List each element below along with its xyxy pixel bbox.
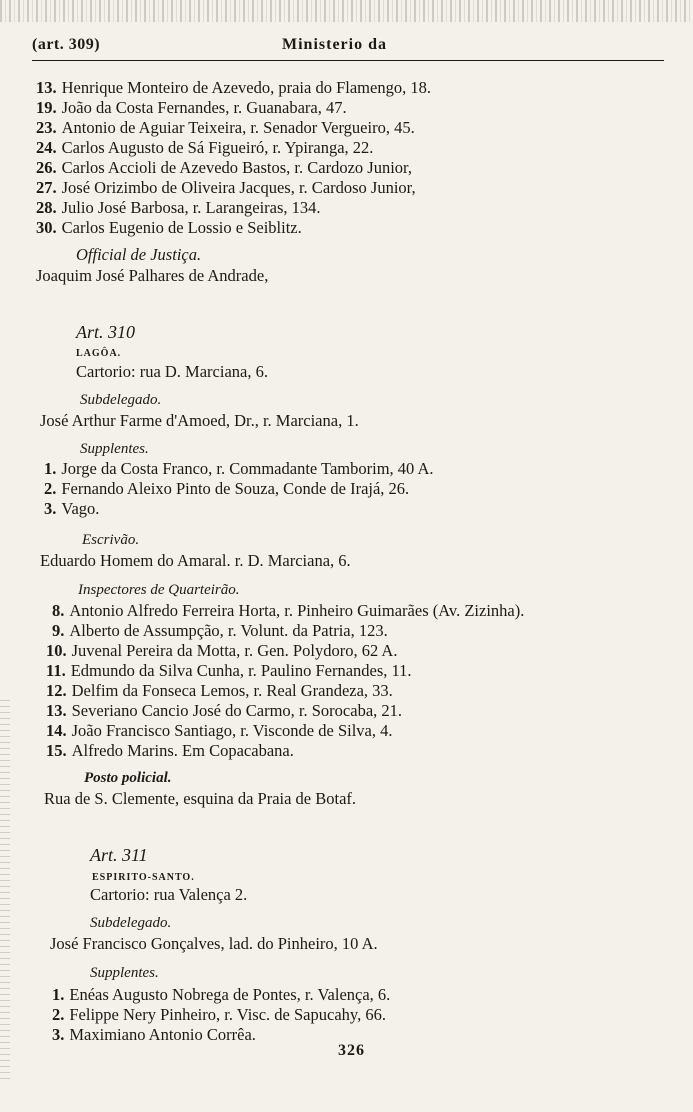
list-item: 2. Felippe Nery Pinheiro, r. Visc. de Sapucahy, 66.: [52, 1005, 386, 1024]
list-item: 9. Alberto de Assumpção, r. Volunt. da Patria, 123.: [52, 621, 388, 640]
list-item: 13. Henrique Monteiro de Azevedo, praia do Flamengo, 18.: [36, 78, 431, 97]
article-311-cartorio: Cartorio: rua Valença 2.: [90, 885, 248, 904]
list-item: 24. Carlos Augusto de Sá Figueiró, r. Ypiranga, 22.: [36, 138, 374, 157]
article-311-subdelegado: José Francisco Gonçalves, lad. do Pinheiro, 10 A.: [50, 934, 378, 953]
article-311-subdelegado-heading: Subdelegado.: [90, 915, 172, 931]
article-310-escrivao-heading: Escrivão.: [82, 532, 140, 548]
article-311-supplentes-heading: Supplentes.: [90, 965, 159, 981]
article-310-cartorio: Cartorio: rua D. Marciana, 6.: [76, 362, 268, 381]
list-item: 2. Fernando Aleixo Pinto de Souza, Conde de Irajá, 26.: [44, 479, 410, 498]
list-item: 28. Julio José Barbosa, r. Larangeiras, 134.: [36, 198, 321, 217]
scan-noise-top: [0, 0, 693, 22]
list-item: 8. Antonio Alfredo Ferreira Horta, r. Pinheiro Guimarães (Av. Zizinha).: [52, 601, 525, 620]
list-item: 15. Alfredo Marins. Em Copacabana.: [46, 741, 294, 760]
article-310-place: LAGÔA.: [76, 348, 122, 359]
list-item: 13. Severiano Cancio José do Carmo, r. Sorocaba, 21.: [46, 701, 403, 720]
official-name: Joaquim José Palhares de Andrade,: [36, 266, 269, 285]
header-rule: [32, 60, 664, 61]
article-310-inspectores-heading: Inspectores de Quarteirão.: [78, 582, 240, 598]
article-310-posto: Rua de S. Clemente, esquina da Praia de Botaf.: [44, 789, 357, 808]
list-item: 1. Jorge da Costa Franco, r. Commadante Tamborim, 40 A.: [44, 459, 434, 478]
article-310-label: Art. 310: [76, 322, 136, 342]
running-header-article: (art. 309): [32, 36, 101, 53]
list-item: 12. Delfim da Fonseca Lemos, r. Real Grandeza, 33.: [46, 681, 393, 700]
official-heading: Official de Justiça.: [76, 245, 202, 264]
list-item: 3. Vago.: [44, 499, 100, 518]
list-item: 27. José Orizimbo de Oliveira Jacques, r. Cardoso Junior,: [36, 178, 416, 197]
list-item: 11. Edmundo da Silva Cunha, r. Paulino Fernandes, 11.: [46, 661, 412, 680]
list-item: 30. Carlos Eugenio de Lossio e Seiblitz.: [36, 218, 302, 237]
list-item: 10. Juvenal Pereira da Motta, r. Gen. Polydoro, 62 A.: [46, 641, 398, 660]
article-310-subdelegado: José Arthur Farme d'Amoed, Dr., r. Marciana, 1.: [40, 411, 359, 430]
article-310-subdelegado-heading: Subdelegado.: [80, 392, 162, 408]
list-item: 3. Maximiano Antonio Corrêa.: [52, 1025, 256, 1044]
list-item: 26. Carlos Accioli de Azevedo Bastos, r. Cardozo Junior,: [36, 158, 412, 177]
article-310-supplentes-heading: Supplentes.: [80, 441, 149, 457]
list-item: 19. João da Costa Fernandes, r. Guanabara, 47.: [36, 98, 347, 117]
scan-noise-left: [0, 700, 10, 1080]
list-item: 23. Antonio de Aguiar Teixeira, r. Senador Vergueiro, 45.: [36, 118, 415, 137]
list-item: 14. João Francisco Santiago, r. Visconde de Silva, 4.: [46, 721, 393, 740]
article-310-escrivao: Eduardo Homem do Amaral. r. D. Marciana, 6.: [40, 551, 351, 570]
page-number: 326: [338, 1042, 365, 1059]
article-310-posto-heading: Posto policial.: [84, 770, 172, 786]
article-311-place: ESPIRITO-SANTO.: [92, 872, 195, 883]
running-header-title: Ministerio da: [282, 36, 387, 53]
article-311-label: Art. 311: [90, 845, 148, 865]
list-item: 1. Enéas Augusto Nobrega de Pontes, r. Valença, 6.: [52, 985, 391, 1004]
